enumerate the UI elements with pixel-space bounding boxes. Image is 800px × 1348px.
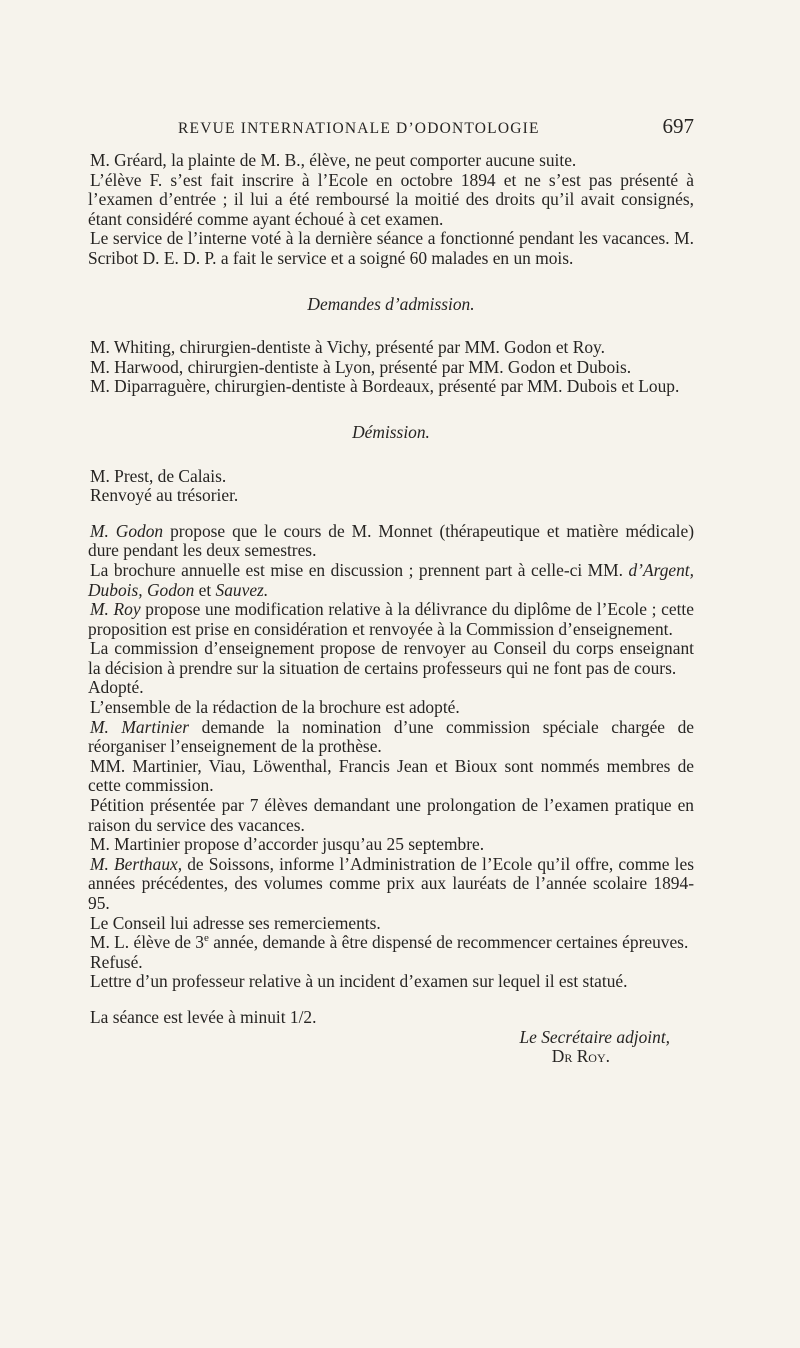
paragraph-martinier-september: M. Martinier propose d’accorder jusqu’au 25 septembre. (90, 834, 485, 855)
signature-name: Dr Roy. (551, 1046, 610, 1067)
page-header (88, 114, 694, 144)
text-godon: propose que le cours de M. Monnet (thérapeutique et matière médicale) dure pendant les deux semestres. (88, 520, 694, 561)
admission-harwood: M. Harwood, chirurgien-dentiste à Lyon, présenté par MM. Godon et Dubois. (90, 356, 632, 377)
paragraph-seance-levee: La séance est levée à minuit 1/2. (90, 1006, 317, 1027)
spacer (88, 269, 694, 295)
paragraph-adopte: Adopté. (88, 677, 144, 698)
demission-prest: M. Prest, de Calais. (90, 465, 227, 486)
running-title: REVUE INTERNATIONALE D’ODONTOLOGIE (178, 120, 540, 137)
page-body (88, 151, 694, 1067)
spacer (88, 314, 694, 338)
admission-diparraguere: M. Diparraguère, chirurgien-dentiste à Bordeaux, présenté par MM. Dubois et Loup. (90, 376, 680, 397)
name-berthaux: M. Berthaux, (90, 853, 183, 874)
text-brochure: La brochure annuelle est mise en discussion ; prennent part à celle-ci MM. (90, 559, 629, 580)
text-ml-a: M. L. élève de 3 (90, 932, 204, 953)
paragraph-ensemble: L’ensemble de la rédaction de la brochure est adopté. (90, 697, 460, 718)
heading-demandes-admission: Demandes d’admission. (307, 293, 475, 314)
paragraph-conseil: Le Conseil lui adresse ses remerciements. (90, 912, 381, 933)
paragraph-roy (88, 600, 694, 639)
paragraph-ml (88, 933, 694, 953)
paragraph-brochure (88, 561, 694, 600)
paragraph-petition: Pétition présentée par 7 élèves demandant une prolongation de l’examen pratique en raison du service des vacances. (88, 795, 694, 835)
name-martinier: M. Martinier (90, 716, 190, 737)
signature-title: Le Secrétaire adjoint, (519, 1026, 670, 1047)
names-brochure: d’Argent, Dubois, Godon (88, 559, 694, 600)
paragraph-eleve-f: L’élève F. s’est fait inscrire à l’Ecole en octobre 1894 et ne s’est pas présenté à l’examen d’entrée ; il lui a été remboursé la moitié des droits qu’il avait consignés, étant considéré comme ayant échoué à cet examen. (88, 169, 694, 229)
paragraph-greard: M. Gréard, la plainte de M. B., élève, ne peut comporter aucune suite. (90, 150, 577, 170)
paragraph-berthaux (88, 855, 694, 914)
text-brochure-and: et (194, 579, 216, 600)
spacer (88, 443, 694, 467)
spacer (88, 992, 694, 1008)
name-roy: M. Roy (90, 599, 141, 620)
demission-renvoye: Renvoyé au trésorier. (90, 485, 239, 506)
paragraph-lettre: Lettre d’un professeur relative à un incident d’examen sur lequel il est statué. (90, 971, 628, 992)
superscript-e: e (203, 932, 209, 945)
admission-whiting: M. Whiting, chirurgien-dentiste à Vichy, présenté par MM. Godon et Roy. (90, 337, 605, 358)
page-number: 697 (662, 114, 694, 138)
spacer (88, 506, 694, 522)
paragraph-refuse: Refusé. (90, 951, 143, 972)
name-sauvez: Sauvez. (215, 579, 269, 600)
paragraph-members: MM. Martinier, Viau, Löwenthal, Francis Jean et Bioux sont nommés membres de cette commission. (88, 755, 694, 796)
name-godon: M. Godon (90, 520, 164, 541)
text-berthaux: de Soissons, informe l’Administration de l’Ecole qu’il offre, comme les années précédentes, des volumes comme prix aux lauréats de l’année scolaire 1894-95. (88, 853, 694, 913)
text-ml-b: année, demande à être dispensé de recommencer certaines épreuves. (208, 932, 689, 953)
paragraph-martinier (88, 718, 694, 757)
paragraph-commission: La commission d’enseignement propose de renvoyer au Conseil du corps enseignant la décision à prendre sur la situation de certains professeurs qui ne font pas de cours. (88, 638, 694, 678)
text-roy: propose une modification relative à la délivrance du diplôme de l’Ecole ; cette proposition est prise en considération et renvoyée à la Commission d’enseignement. (88, 599, 694, 639)
paragraph-interne-service: Le service de l’interne voté à la dernière séance a fonctionné pendant les vacances. M. Scribot D. E. D. P. a fait le service et a soigné 60 malades en un mois. (88, 228, 694, 268)
spacer (88, 397, 694, 423)
paragraph-godon (88, 522, 694, 561)
text-martinier: demande la nomination d’une commission spéciale chargée de réorganiser l’enseignement de la prothèse. (88, 716, 694, 757)
heading-demission: Démission. (352, 421, 430, 442)
